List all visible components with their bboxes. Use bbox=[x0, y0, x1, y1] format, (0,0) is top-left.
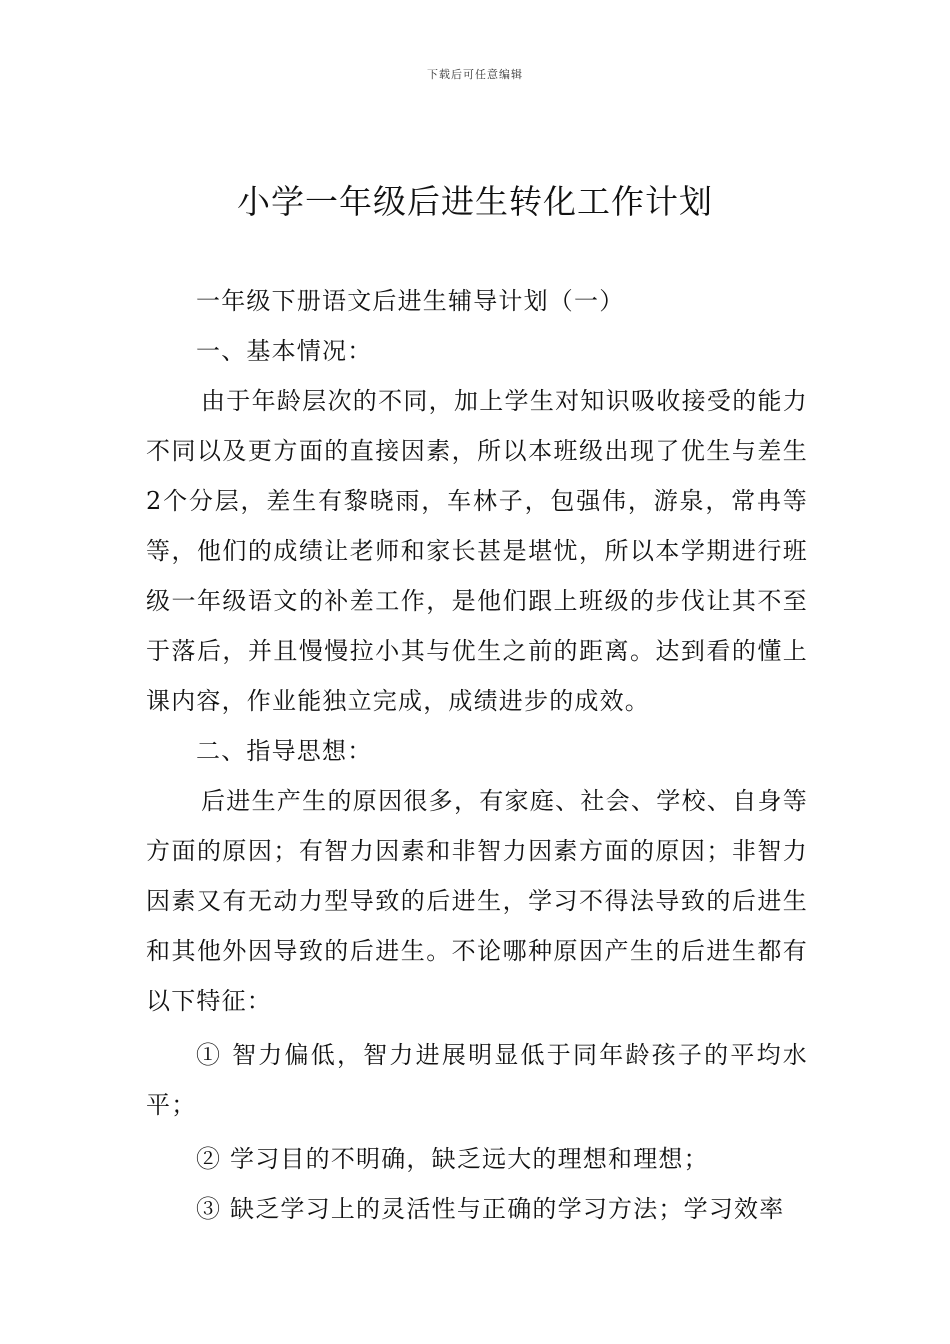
document-body bbox=[146, 276, 808, 1234]
section-paragraph-basic-situation: 由于年龄层次的不同，加上学生对知识吸收接受的能力不同以及更方面的直接因素，所以本班级出现了优生与差生2个分层，差生有黎晓雨，车林子，包强伟，游泉，常冉等等，他们的成绩让老师和家长甚是堪忧，所以本学期进行班级一年级语文的补差工作，是他们跟上班级的步伐让其不至于落后，并且慢慢拉小其与优生之前的距离。达到看的懂上课内容，作业能独立完成，成绩进步的成效。 bbox=[146, 387, 808, 715]
header-note: 下载后可任意编辑 bbox=[427, 68, 523, 81]
section-heading-basic-situation: 一、基本情况： bbox=[196, 337, 373, 365]
list-item: ② 学习目的不明确，缺乏远大的理想和理想； bbox=[196, 1145, 709, 1173]
section-heading-guiding-ideas: 二、指导思想： bbox=[196, 737, 373, 765]
page-title: 小学一年级后进生转化工作计划 bbox=[237, 182, 713, 221]
list-item: ① 智力偏低，智力进展明显低于同年龄孩子的平均水平； bbox=[146, 1041, 808, 1119]
subtitle: 一年级下册语文后进生辅导计划（一） bbox=[196, 287, 625, 315]
section-paragraph-guiding-ideas: 后进生产生的原因很多，有家庭、社会、学校、自身等方面的原因；有智力因素和非智力因素方面的原因；非智力因素又有无动力型导致的后进生，学习不得法导致的后进生和其他外因导致的后进生。不论哪种原因产生的后进生都有以下特征： bbox=[146, 787, 808, 1015]
list-item: ③ 缺乏学习上的灵活性与正确的学习方法；学习效率 bbox=[196, 1195, 785, 1223]
